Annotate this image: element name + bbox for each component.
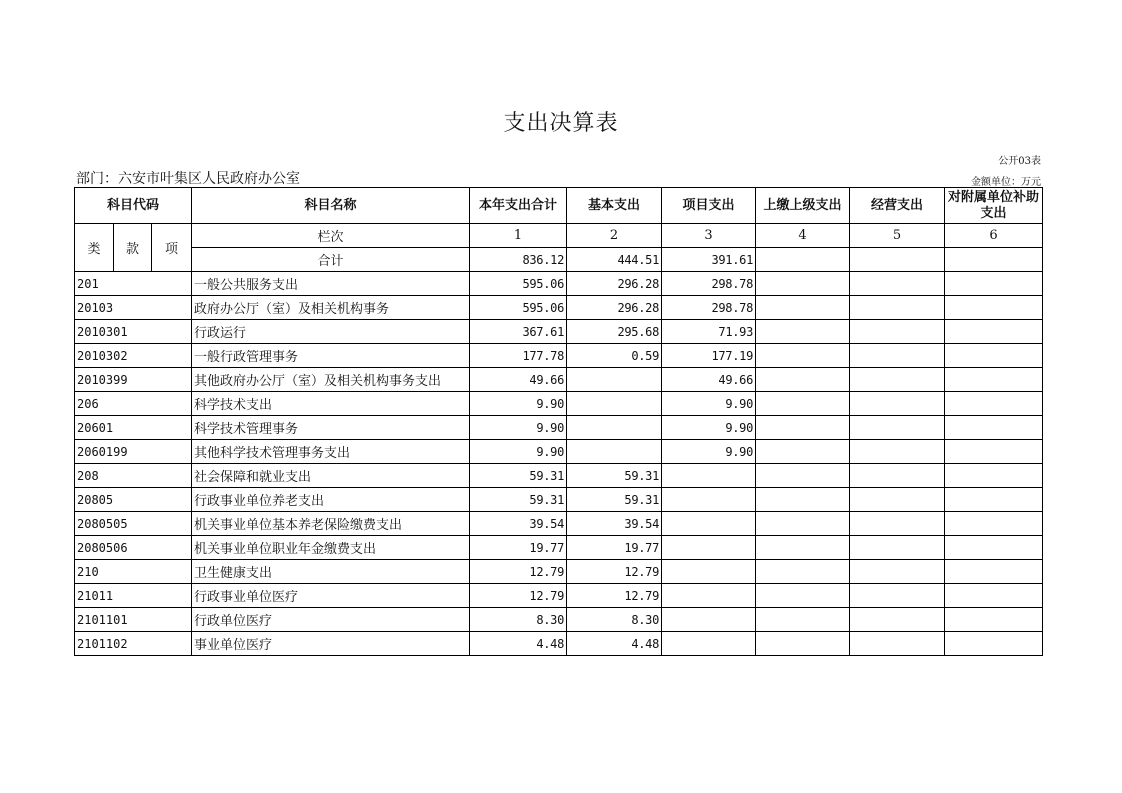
header-upper: 上缴上级支出: [756, 188, 850, 224]
row-subsidy: [945, 536, 1043, 560]
row-upper: [756, 392, 850, 416]
row-subsidy: [945, 584, 1043, 608]
row-upper: [756, 488, 850, 512]
row-subsidy: [945, 560, 1043, 584]
sum-label: 合计: [192, 248, 470, 272]
row-project: 177.19: [662, 344, 756, 368]
row-basic: 59.31: [567, 464, 662, 488]
table-row: [75, 296, 1043, 320]
row-business: [850, 392, 945, 416]
header-total: 本年支出合计: [470, 188, 567, 224]
row-upper: [756, 560, 850, 584]
row-subsidy: [945, 296, 1043, 320]
column-number: 5: [850, 224, 945, 248]
row-upper: [756, 272, 850, 296]
row-business: [850, 344, 945, 368]
row-total: 177.78: [470, 344, 567, 368]
row-subsidy: [945, 464, 1043, 488]
row-project: [662, 464, 756, 488]
row-basic: 8.30: [567, 608, 662, 632]
row-name: 行政单位医疗: [192, 608, 470, 632]
row-code: 20103: [75, 296, 192, 320]
row-code: 20805: [75, 488, 192, 512]
unit-label: 金额单位：万元: [971, 177, 1041, 188]
sum-total: 836.12: [470, 248, 567, 272]
header-subsidy: 对附属单位补助支出: [945, 188, 1043, 224]
table-row: [75, 488, 1043, 512]
row-project: [662, 536, 756, 560]
row-total: 39.54: [470, 512, 567, 536]
form-number: 公开03表: [998, 156, 1041, 167]
row-code: 2101101: [75, 608, 192, 632]
column-label: 栏次: [192, 224, 470, 248]
row-subsidy: [945, 632, 1043, 656]
row-subsidy: [945, 272, 1043, 296]
row-upper: [756, 632, 850, 656]
row-project: [662, 488, 756, 512]
row-basic: [567, 368, 662, 392]
row-code: 2060199: [75, 440, 192, 464]
table-row: [75, 440, 1043, 464]
row-business: [850, 440, 945, 464]
row-project: 9.90: [662, 416, 756, 440]
header-basic: 基本支出: [567, 188, 662, 224]
column-number-row: [75, 224, 1043, 248]
row-code: 2010301: [75, 320, 192, 344]
table-row: [75, 560, 1043, 584]
row-name: 机关事业单位基本养老保险缴费支出: [192, 512, 470, 536]
column-number: 3: [662, 224, 756, 248]
row-basic: [567, 440, 662, 464]
row-business: [850, 488, 945, 512]
column-number: 6: [945, 224, 1043, 248]
row-name: 一般行政管理事务: [192, 344, 470, 368]
row-project: [662, 608, 756, 632]
sum-basic: 444.51: [567, 248, 662, 272]
row-basic: 39.54: [567, 512, 662, 536]
row-upper: [756, 416, 850, 440]
row-business: [850, 320, 945, 344]
row-total: 59.31: [470, 464, 567, 488]
sum-business: [850, 248, 945, 272]
sum-upper: [756, 248, 850, 272]
row-total: 9.90: [470, 392, 567, 416]
table-row: [75, 272, 1043, 296]
row-upper: [756, 296, 850, 320]
row-total: 12.79: [470, 584, 567, 608]
table-row: [75, 464, 1043, 488]
header-code: 科目代码: [75, 188, 192, 224]
row-name: 科学技术管理事务: [192, 416, 470, 440]
row-business: [850, 584, 945, 608]
row-project: [662, 632, 756, 656]
row-name: 其他科学技术管理事务支出: [192, 440, 470, 464]
level-item: 项: [152, 224, 192, 272]
row-code: 210: [75, 560, 192, 584]
row-project: 298.78: [662, 296, 756, 320]
row-project: 71.93: [662, 320, 756, 344]
row-code: 201: [75, 272, 192, 296]
row-name: 科学技术支出: [192, 392, 470, 416]
row-subsidy: [945, 512, 1043, 536]
row-project: 9.90: [662, 392, 756, 416]
row-basic: 12.79: [567, 584, 662, 608]
row-upper: [756, 512, 850, 536]
department-label: 部门：六安市叶集区人民政府办公室: [76, 171, 300, 187]
row-name: 一般公共服务支出: [192, 272, 470, 296]
row-code: 20601: [75, 416, 192, 440]
table-row: [75, 368, 1043, 392]
column-number: 2: [567, 224, 662, 248]
row-code: 2080506: [75, 536, 192, 560]
row-name: 行政事业单位医疗: [192, 584, 470, 608]
row-basic: [567, 416, 662, 440]
row-total: 9.90: [470, 416, 567, 440]
row-name: 行政运行: [192, 320, 470, 344]
row-business: [850, 560, 945, 584]
level-class: 类: [75, 224, 114, 272]
column-number: 4: [756, 224, 850, 248]
expenditure-table: [74, 187, 1043, 656]
row-name: 社会保障和就业支出: [192, 464, 470, 488]
row-basic: 296.28: [567, 272, 662, 296]
row-upper: [756, 320, 850, 344]
row-business: [850, 416, 945, 440]
row-code: 21011: [75, 584, 192, 608]
row-subsidy: [945, 368, 1043, 392]
header-business: 经营支出: [850, 188, 945, 224]
page-title: 支出决算表: [503, 111, 619, 136]
row-name: 其他政府办公厅（室）及相关机构事务支出: [192, 368, 470, 392]
row-business: [850, 512, 945, 536]
row-name: 卫生健康支出: [192, 560, 470, 584]
header-row: [75, 188, 1043, 224]
row-subsidy: [945, 488, 1043, 512]
row-total: 4.48: [470, 632, 567, 656]
row-basic: 12.79: [567, 560, 662, 584]
row-upper: [756, 368, 850, 392]
row-total: 595.06: [470, 272, 567, 296]
row-subsidy: [945, 320, 1043, 344]
row-code: 2080505: [75, 512, 192, 536]
row-project: 9.90: [662, 440, 756, 464]
table-row: [75, 320, 1043, 344]
row-project: [662, 584, 756, 608]
row-basic: 4.48: [567, 632, 662, 656]
row-name: 政府办公厅（室）及相关机构事务: [192, 296, 470, 320]
row-upper: [756, 344, 850, 368]
table-row: [75, 392, 1043, 416]
sum-project: 391.61: [662, 248, 756, 272]
row-total: 8.30: [470, 608, 567, 632]
row-business: [850, 536, 945, 560]
row-upper: [756, 464, 850, 488]
header-name: 科目名称: [192, 188, 470, 224]
table-row: [75, 584, 1043, 608]
row-subsidy: [945, 440, 1043, 464]
row-code: 2101102: [75, 632, 192, 656]
column-number: 1: [470, 224, 567, 248]
level-section: 款: [114, 224, 152, 272]
row-upper: [756, 440, 850, 464]
row-project: [662, 512, 756, 536]
row-business: [850, 632, 945, 656]
row-business: [850, 296, 945, 320]
row-upper: [756, 536, 850, 560]
row-business: [850, 272, 945, 296]
row-project: 49.66: [662, 368, 756, 392]
row-code: 206: [75, 392, 192, 416]
row-subsidy: [945, 416, 1043, 440]
row-subsidy: [945, 392, 1043, 416]
row-project: 298.78: [662, 272, 756, 296]
table-row: [75, 608, 1043, 632]
row-subsidy: [945, 608, 1043, 632]
header-project: 项目支出: [662, 188, 756, 224]
table-row: [75, 344, 1043, 368]
table-row: [75, 512, 1043, 536]
row-total: 19.77: [470, 536, 567, 560]
row-business: [850, 608, 945, 632]
row-basic: 0.59: [567, 344, 662, 368]
row-basic: [567, 392, 662, 416]
row-basic: 59.31: [567, 488, 662, 512]
row-basic: 19.77: [567, 536, 662, 560]
sum-subsidy: [945, 248, 1043, 272]
row-name: 机关事业单位职业年金缴费支出: [192, 536, 470, 560]
table-row: [75, 536, 1043, 560]
row-code: 2010399: [75, 368, 192, 392]
table-row: [75, 416, 1043, 440]
row-total: 367.61: [470, 320, 567, 344]
row-basic: 295.68: [567, 320, 662, 344]
row-total: 9.90: [470, 440, 567, 464]
row-total: 595.06: [470, 296, 567, 320]
row-total: 49.66: [470, 368, 567, 392]
row-total: 12.79: [470, 560, 567, 584]
row-code: 2010302: [75, 344, 192, 368]
row-business: [850, 368, 945, 392]
row-business: [850, 464, 945, 488]
row-name: 事业单位医疗: [192, 632, 470, 656]
row-subsidy: [945, 344, 1043, 368]
row-name: 行政事业单位养老支出: [192, 488, 470, 512]
row-upper: [756, 608, 850, 632]
row-project: [662, 560, 756, 584]
row-basic: 296.28: [567, 296, 662, 320]
sum-row: [75, 248, 1043, 272]
table-row: [75, 632, 1043, 656]
row-total: 59.31: [470, 488, 567, 512]
row-upper: [756, 584, 850, 608]
row-code: 208: [75, 464, 192, 488]
